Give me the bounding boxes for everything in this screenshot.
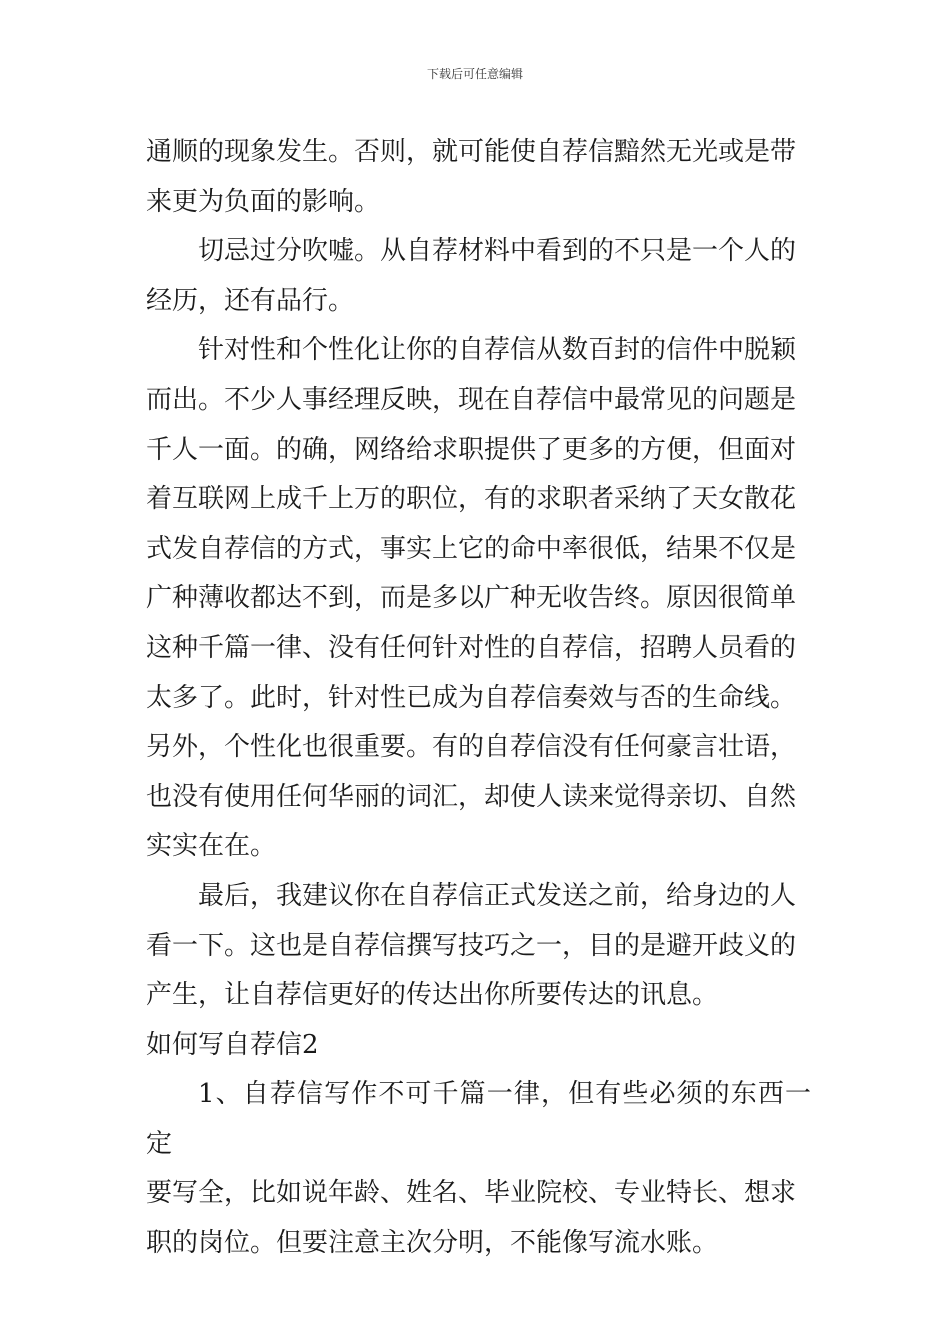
text-line: 切忌过分吹嘘。从自荐材料中看到的不只是一个人的 xyxy=(198,236,797,267)
text-line: 这种千篇一律、没有任何针对性的自荐信，招聘人员看的 xyxy=(146,632,797,663)
text-line: 广种薄收都达不到，而是多以广种无收告终。原因很简单 xyxy=(146,583,797,614)
text-line: 产生，让自荐信更好的传达出你所要传达的讯息。 xyxy=(146,980,719,1011)
text-line: 针对性和个性化让你的自荐信从数百封的信件中脱颖 xyxy=(198,335,797,366)
text-line: 而出。不少人事经理反映，现在自荐信中最常见的问题是 xyxy=(146,384,797,415)
text-line: 式发自荐信的方式，事实上它的命中率很低，结果不仅是 xyxy=(146,533,797,564)
page-header: 下载后可任意编辑 xyxy=(426,67,523,81)
text-line: 千人一面。的确，网络给求职提供了更多的方便，但面对 xyxy=(146,434,797,465)
text-line: 职的岗位。但要注意主次分明，不能像写流水账。 xyxy=(146,1228,719,1259)
text-line: 来更为负面的影响。 xyxy=(146,186,381,217)
text-line: 看一下。这也是自荐信撰写技巧之一，目的是避开歧义的 xyxy=(146,930,797,961)
text-line: 也没有使用任何华丽的词汇，却使人读来觉得亲切、自然 xyxy=(146,781,797,812)
document-body xyxy=(146,128,811,1269)
text-line: 实实在在。 xyxy=(146,831,277,862)
text-line: 着互联网上成千上万的职位，有的求职者采纳了天女散花 xyxy=(146,484,797,515)
text-line: 要写全，比如说年龄、姓名、毕业院校、专业特长、想求 xyxy=(146,1178,797,1209)
text-line: 经历，还有品行。 xyxy=(146,285,355,316)
text-line: 通顺的现象发生。否则，就可能使自荐信黯然无光或是带 xyxy=(146,137,797,167)
text-line: 最后，我建议你在自荐信正式发送之前，给身边的人 xyxy=(198,880,797,911)
text-line: 1、自荐信写作不可千篇一律，但有些必须的东西一定 xyxy=(146,1079,811,1159)
text-line: 另外，个性化也很重要。有的自荐信没有任何豪言壮语， xyxy=(146,732,797,763)
section-heading: 如何写自荐信2 xyxy=(146,1029,319,1060)
text-line: 太多了。此时，针对性已成为自荐信奏效与否的生命线。 xyxy=(146,682,797,713)
